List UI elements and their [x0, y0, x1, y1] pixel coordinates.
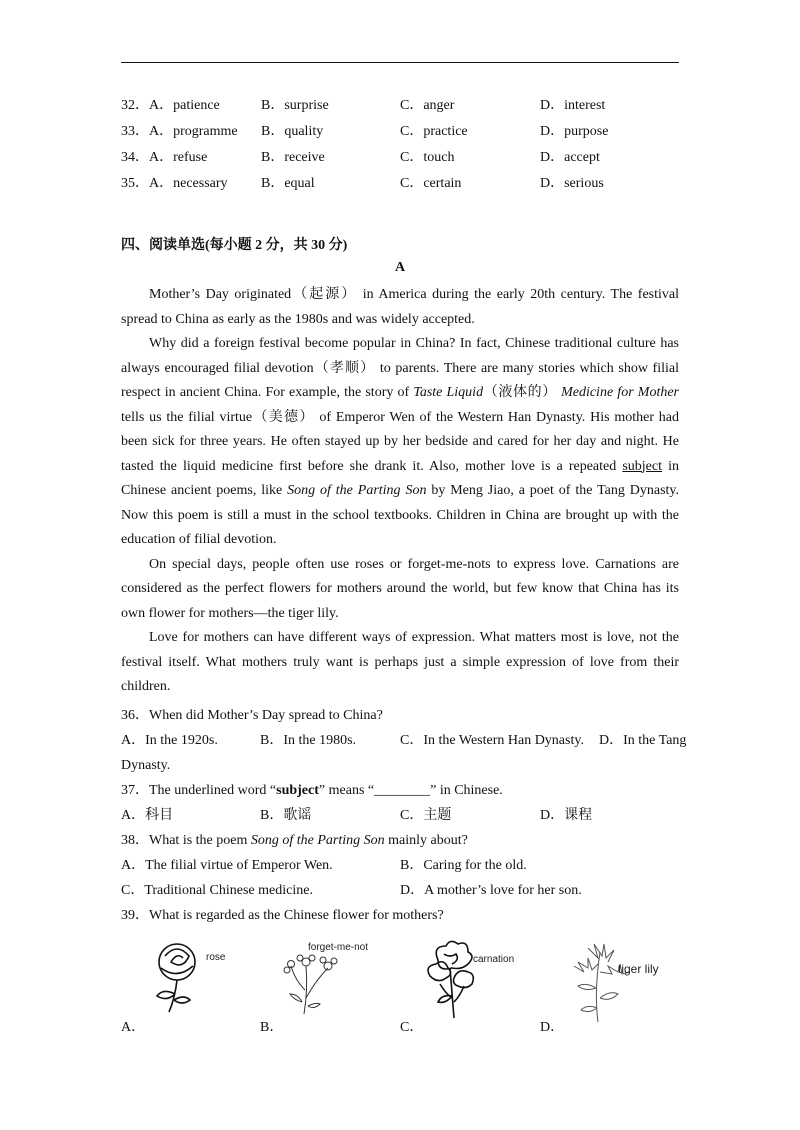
option-b[interactable]: B．equal [261, 176, 315, 191]
question-number: 34． [121, 150, 149, 165]
option-c[interactable]: C．certain [400, 176, 462, 191]
option-letter: D． [540, 1020, 565, 1035]
question-36-options [121, 728, 696, 753]
option-b[interactable]: B．receive [261, 150, 325, 165]
question-39-options [121, 938, 701, 1038]
paragraph-2: Why did a foreign festival become popular in China? In fact, Chinese traditional culture has always encouraged filial devotion（孝顺） to parents. There are many stories which show filial respect in ancient China. For example, the story of Taste Liquid（液体的） Medicine for Mother tells us the filial virtue（美德） of Emperor Wen of the Western Han Dynasty. His mother had been sick for three years. He often stayed up by her bedside and cared for her day and night. He tasted the liquid medicine first before she drank it. Also, mother love is a repeated subject in Chinese ancient poems, like Song of the Parting Son by Meng Jiao, a poet of the Tang Dynasty. Now this poem is still a must in the school textbooks. Children in China are brought up with the education of filial devotion. [121, 336, 680, 547]
option-b[interactable]: B．In the 1980s. [260, 733, 357, 748]
option-d[interactable]: D．purpose [540, 124, 609, 139]
question-37-stem: 37．The underlined word “subject” means “________” in Chinese. [121, 783, 503, 798]
option-d[interactable]: D．serious [540, 176, 604, 191]
question-number: 32． [121, 98, 149, 113]
option-b[interactable]: B．surprise [261, 98, 329, 113]
question-38-stem: 38．What is the poem Song of the Parting Son mainly about? [121, 833, 468, 848]
flower-label: carnation [473, 954, 515, 965]
option-a[interactable]: A．The filial virtue of Emperor Wen. [121, 858, 333, 873]
questions [121, 703, 696, 928]
question-37-options [121, 803, 696, 828]
option-a[interactable]: A．programme [149, 124, 238, 139]
flower-label: rose [206, 952, 226, 963]
tiger-lily-icon [540, 938, 690, 1023]
option-a[interactable]: A．科目 [121, 808, 174, 823]
poem-title: Song of the Parting Son [250, 833, 385, 848]
option-a[interactable]: A．refuse [149, 150, 208, 165]
flower-label: tiger lily [618, 962, 659, 976]
option-b[interactable]: B．Caring for the old. [400, 858, 527, 873]
paragraph-1: Mother’s Day originated（起源） in America during the early 20th century. The festival spread to China as early as the 1980s and was widely accepted. [121, 287, 679, 327]
option-a[interactable]: A．In the 1920s. [121, 733, 218, 748]
rose-icon [121, 938, 241, 1018]
option-c[interactable]: C．touch [400, 150, 455, 165]
underlined-word: subject [622, 458, 662, 474]
question-number: 35． [121, 176, 149, 191]
option-d[interactable] [540, 938, 690, 1038]
option-d[interactable]: D．In the Tang [599, 733, 687, 748]
option-c[interactable]: C．practice [400, 124, 468, 139]
bold-word: subject [276, 783, 319, 798]
options-table [121, 96, 691, 200]
option-a[interactable] [121, 938, 271, 1038]
section-title: 四、阅读单选(每小题 2 分，共 30 分) [121, 238, 348, 253]
question-38-options-row2 [121, 878, 696, 903]
option-row-35 [121, 174, 691, 200]
option-letter: B． [260, 1020, 284, 1035]
flower-label: forget-me-not [308, 942, 369, 953]
story-title: Taste Liquid [413, 385, 484, 400]
option-d[interactable]: D．A mother’s love for her son. [400, 883, 582, 898]
story-title: Medicine for Mother [561, 385, 679, 400]
option-d[interactable]: D．interest [540, 98, 606, 113]
option-a[interactable]: A．necessary [149, 176, 228, 191]
option-letter: C． [400, 1020, 424, 1035]
option-d[interactable]: D．accept [540, 150, 600, 165]
option-b[interactable] [260, 938, 410, 1038]
carnation-icon [400, 938, 550, 1023]
question-38-options-row1 [121, 853, 696, 878]
question-number: 33． [121, 124, 149, 139]
option-row-34 [121, 148, 691, 174]
option-c[interactable]: C．anger [400, 98, 455, 113]
option-row-32 [121, 96, 691, 122]
option-d[interactable]: D．课程 [540, 808, 593, 823]
option-letter: A． [121, 1020, 146, 1035]
option-b[interactable]: B．歌谣 [260, 808, 312, 823]
option-b[interactable]: B．quality [261, 124, 324, 139]
option-c[interactable] [400, 938, 550, 1038]
question-39-stem: 39．What is regarded as the Chinese flower for mothers? [121, 908, 444, 923]
option-a[interactable]: A．patience [149, 98, 220, 113]
option-row-33 [121, 122, 691, 148]
paragraph-4: Love for mothers can have different ways of expression. What matters most is love, not the festival itself. What mothers truly want is perhaps just a simple expression of love from their children. [121, 630, 679, 694]
option-d-wrap: Dynasty. [121, 758, 171, 773]
passage-label: A [394, 260, 406, 275]
reading-passage [121, 283, 679, 700]
option-c[interactable]: C．Traditional Chinese medicine. [121, 883, 313, 898]
poem-title: Song of the Parting Son [287, 483, 427, 498]
paragraph-3: On special days, people often use roses or forget-me-nots to express love. Carnations are considered as the perfect flowers for mothers around the world, but few know that China has its own flower for mothers—the tiger lily. [121, 556, 679, 621]
option-c[interactable]: C．In the Western Han Dynasty. [400, 733, 584, 748]
header-rule [121, 62, 679, 63]
option-c[interactable]: C．主题 [400, 808, 452, 823]
question-36-stem: 36．When did Mother’s Day spread to China? [121, 708, 383, 723]
